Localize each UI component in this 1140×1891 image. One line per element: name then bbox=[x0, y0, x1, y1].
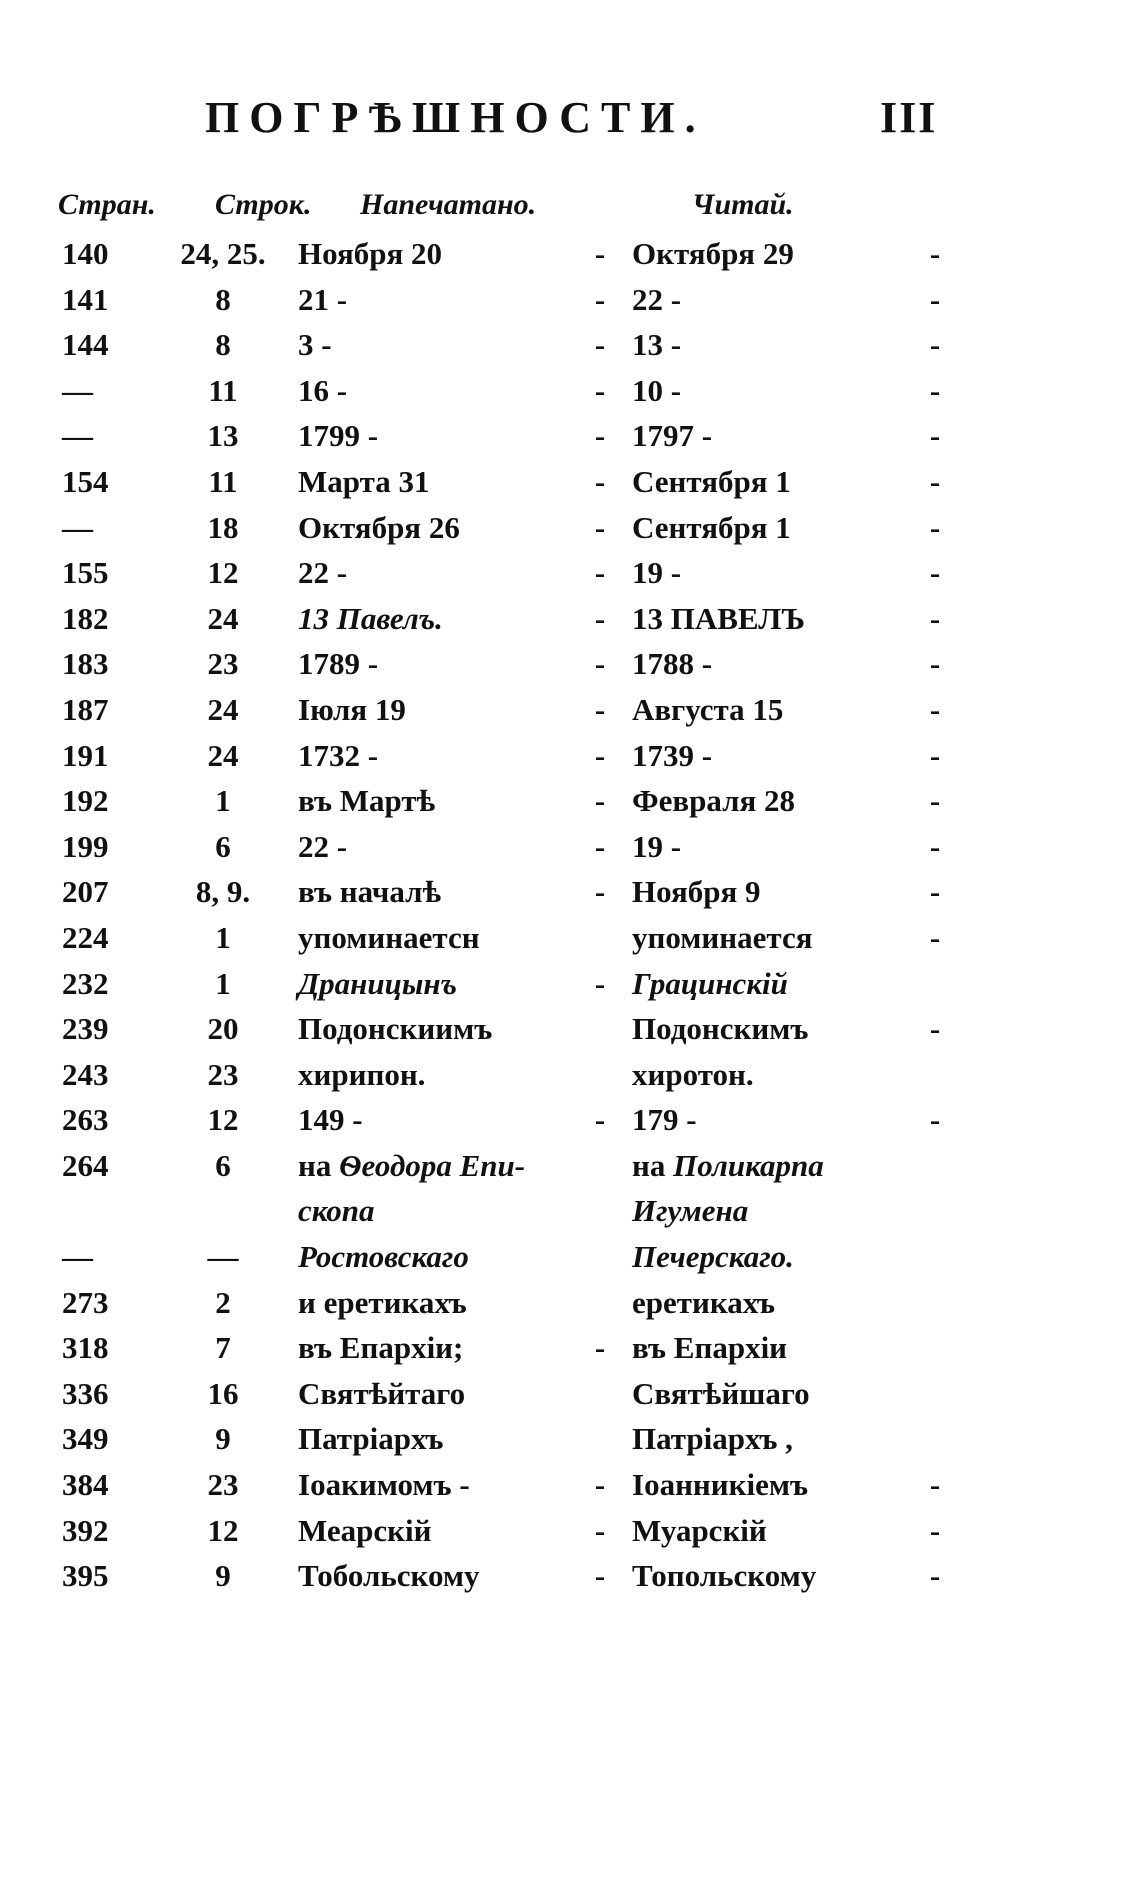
page-cell: 395 bbox=[62, 1558, 109, 1594]
table-row bbox=[0, 962, 1140, 1008]
page-cell: 263 bbox=[62, 1102, 109, 1138]
table-row bbox=[0, 779, 1140, 825]
separator-dash: - bbox=[594, 1512, 606, 1548]
printed-cell: въ Епархіи; bbox=[298, 1330, 464, 1366]
table-row bbox=[0, 1144, 1140, 1190]
table-row bbox=[0, 414, 1140, 460]
separator-dash: - bbox=[929, 919, 941, 955]
page-cell: 155 bbox=[62, 555, 109, 591]
line-cell: 1 bbox=[215, 965, 231, 1001]
line-cell: — bbox=[207, 1239, 239, 1275]
separator-dash: - bbox=[929, 600, 941, 636]
errata-table bbox=[0, 232, 1140, 1600]
read-cell: Патріархъ , bbox=[632, 1421, 793, 1457]
printed-cell: упоминаетсн bbox=[298, 919, 480, 955]
table-row bbox=[0, 734, 1140, 780]
printed-cell: 21 - bbox=[298, 281, 348, 317]
separator-dash: - bbox=[929, 1467, 941, 1503]
table-row bbox=[0, 1235, 1140, 1281]
page-cell: 199 bbox=[62, 828, 109, 864]
separator-dash: - bbox=[929, 418, 941, 454]
printed-cell: 22 - bbox=[298, 828, 348, 864]
separator-dash: - bbox=[594, 1467, 606, 1503]
read-cell: хиротон. bbox=[632, 1056, 754, 1092]
printed-cell: 3 - bbox=[298, 327, 332, 363]
separator-dash: - bbox=[929, 646, 941, 682]
printed-cell: Драницынъ bbox=[298, 965, 457, 1001]
table-row bbox=[0, 1007, 1140, 1053]
line-cell: 12 bbox=[207, 1512, 239, 1548]
separator-dash: - bbox=[929, 828, 941, 864]
table-row bbox=[0, 1053, 1140, 1099]
printed-cell: и еретикахъ bbox=[298, 1284, 467, 1320]
line-cell: 24 bbox=[207, 600, 239, 636]
separator-dash: - bbox=[594, 600, 606, 636]
printed-cell: Октября 26 bbox=[298, 509, 460, 545]
table-row bbox=[0, 597, 1140, 643]
printed-cell: Подонскиимъ bbox=[298, 1011, 493, 1047]
line-cell: 6 bbox=[215, 828, 231, 864]
table-row bbox=[0, 232, 1140, 278]
table-row bbox=[0, 278, 1140, 324]
printed-cell: на Ѳеодора Епи- bbox=[298, 1147, 526, 1183]
line-cell: 20 bbox=[207, 1011, 239, 1047]
line-cell: 8 bbox=[215, 281, 231, 317]
read-cell: Муарскій bbox=[632, 1512, 767, 1548]
separator-dash: - bbox=[594, 737, 606, 773]
printed-cell: Святѣйтаго bbox=[298, 1375, 466, 1411]
separator-dash: - bbox=[594, 783, 606, 819]
separator-dash: - bbox=[594, 463, 606, 499]
table-row bbox=[0, 1509, 1140, 1555]
separator-dash: - bbox=[594, 1558, 606, 1594]
line-cell: 12 bbox=[207, 1102, 239, 1138]
table-row bbox=[0, 1098, 1140, 1144]
read-cell: Іоанникіемъ bbox=[632, 1467, 809, 1503]
read-cell: Сентября 1 bbox=[632, 509, 791, 545]
separator-dash: - bbox=[929, 236, 941, 271]
read-cell: Печерскаго. bbox=[632, 1239, 794, 1275]
separator-dash: - bbox=[929, 1512, 941, 1548]
read-cell: Игумена bbox=[632, 1193, 749, 1229]
line-cell: 23 bbox=[207, 1056, 239, 1092]
separator-dash: - bbox=[929, 1558, 941, 1594]
line-cell: 23 bbox=[207, 646, 239, 682]
read-cell: 13 ПАВЕЛЪ bbox=[632, 600, 806, 636]
separator-dash: - bbox=[594, 874, 606, 910]
separator-dash: - bbox=[594, 1102, 606, 1138]
read-cell: въ Епархіи bbox=[632, 1330, 788, 1366]
separator-dash: - bbox=[929, 737, 941, 773]
printed-cell: хирипон. bbox=[298, 1056, 426, 1092]
printed-cell: 1789 - bbox=[298, 646, 379, 682]
line-cell: 1 bbox=[215, 783, 231, 819]
page-cell: 154 bbox=[62, 463, 109, 499]
column-header-printed: Напечатано. bbox=[360, 188, 537, 221]
page-title: ПОГРѢШНОСТИ. bbox=[205, 93, 706, 142]
page-cell: 232 bbox=[62, 965, 109, 1001]
table-row bbox=[0, 1281, 1140, 1327]
page-cell: 187 bbox=[62, 691, 109, 727]
read-cell: 1797 - bbox=[632, 418, 713, 454]
printed-cell: въ Мартѣ bbox=[298, 783, 436, 819]
page-cell: 273 bbox=[62, 1284, 109, 1320]
page-cell: 384 bbox=[62, 1467, 109, 1503]
printed-cell: 16 - bbox=[298, 372, 348, 408]
read-cell: Топольскому bbox=[632, 1558, 817, 1594]
page-cell: 336 bbox=[62, 1375, 109, 1411]
line-cell: 1 bbox=[215, 919, 231, 955]
printed-cell: 1732 - bbox=[298, 737, 379, 773]
column-headers bbox=[0, 188, 1140, 232]
read-cell: Грацинскій bbox=[632, 965, 788, 1001]
column-header-page: Стран. bbox=[58, 188, 156, 221]
page-cell: 318 bbox=[62, 1330, 109, 1366]
separator-dash: - bbox=[929, 1102, 941, 1138]
printed-cell: Марта 31 bbox=[298, 463, 430, 499]
line-cell: 11 bbox=[208, 372, 238, 408]
read-cell: Подонскимъ bbox=[632, 1011, 809, 1047]
page-cell: 243 bbox=[62, 1056, 109, 1092]
table-row bbox=[0, 551, 1140, 597]
read-cell: Февраля 28 bbox=[632, 783, 796, 819]
separator-dash: - bbox=[594, 555, 606, 591]
printed-cell: 149 - bbox=[298, 1102, 363, 1138]
page-cell: 191 bbox=[62, 737, 109, 773]
separator-dash: - bbox=[929, 874, 941, 910]
table-row bbox=[0, 825, 1140, 871]
printed-cell: 22 - bbox=[298, 555, 348, 591]
read-cell: 19 - bbox=[632, 555, 682, 591]
printed-cell: Іоакимомъ - bbox=[298, 1467, 470, 1503]
separator-dash: - bbox=[594, 646, 606, 682]
separator-dash: - bbox=[594, 372, 606, 408]
read-cell: на Поликарпа bbox=[632, 1147, 824, 1183]
page-cell: 239 bbox=[62, 1011, 109, 1047]
read-cell: Ноября 9 bbox=[632, 874, 761, 910]
page-cell: 140 bbox=[62, 236, 109, 271]
read-cell: 19 - bbox=[632, 828, 682, 864]
page-cell: 192 bbox=[62, 783, 109, 819]
table-row bbox=[0, 369, 1140, 415]
printed-cell: Тобольскому bbox=[298, 1558, 480, 1594]
separator-dash: - bbox=[929, 1011, 941, 1047]
line-cell: 16 bbox=[207, 1375, 239, 1411]
read-cell: Октября 29 bbox=[632, 236, 794, 271]
page-cell: 349 bbox=[62, 1421, 109, 1457]
separator-dash: - bbox=[929, 509, 941, 545]
read-cell: Августа 15 bbox=[632, 691, 784, 727]
line-cell: 24 bbox=[207, 691, 239, 727]
separator-dash: - bbox=[594, 236, 606, 271]
separator-dash: - bbox=[594, 327, 606, 363]
line-cell: 11 bbox=[208, 463, 238, 499]
line-cell: 12 bbox=[207, 555, 239, 591]
line-cell: 8, 9. bbox=[195, 874, 251, 910]
line-cell: 9 bbox=[215, 1421, 231, 1457]
page-cell: 183 bbox=[62, 646, 109, 682]
line-cell: 18 bbox=[207, 509, 239, 545]
table-row bbox=[0, 1554, 1140, 1600]
read-cell: 22 - bbox=[632, 281, 682, 317]
line-cell: 24 bbox=[207, 737, 239, 773]
table-row bbox=[0, 1372, 1140, 1418]
page-cell: 207 bbox=[62, 874, 109, 910]
page-cell: 224 bbox=[62, 919, 109, 955]
printed-cell: Патріархъ bbox=[298, 1421, 444, 1457]
read-cell: 10 - bbox=[632, 372, 682, 408]
line-cell: 13 bbox=[207, 418, 239, 454]
table-row bbox=[0, 688, 1140, 734]
printed-cell: въ началѣ bbox=[298, 874, 442, 910]
line-cell: 2 bbox=[215, 1284, 231, 1320]
line-cell: 6 bbox=[215, 1147, 231, 1183]
read-cell: 1788 - bbox=[632, 646, 713, 682]
line-cell: 8 bbox=[215, 327, 231, 363]
line-cell: 23 bbox=[207, 1467, 239, 1503]
read-cell: 13 - bbox=[632, 327, 682, 363]
page-cell: 264 bbox=[62, 1147, 109, 1183]
line-cell: 24, 25. bbox=[180, 236, 266, 271]
table-row bbox=[0, 506, 1140, 552]
table-row bbox=[0, 916, 1140, 962]
table-row bbox=[0, 1189, 1140, 1235]
separator-dash: - bbox=[594, 965, 606, 1001]
printed-cell: Ростовскаго bbox=[298, 1239, 469, 1275]
separator-dash: - bbox=[594, 1330, 606, 1366]
printed-cell: Ноября 20 bbox=[298, 236, 443, 271]
separator-dash: - bbox=[594, 281, 606, 317]
table-row bbox=[0, 870, 1140, 916]
page-cell: 144 bbox=[62, 327, 109, 363]
separator-dash: - bbox=[929, 463, 941, 499]
printed-cell: Меарскій bbox=[298, 1512, 432, 1548]
line-cell: 9 bbox=[215, 1558, 231, 1594]
printed-cell: Іюля 19 bbox=[298, 691, 406, 727]
separator-dash: - bbox=[929, 281, 941, 317]
read-cell: Сентября 1 bbox=[632, 463, 791, 499]
separator-dash: - bbox=[594, 691, 606, 727]
read-cell: 179 - bbox=[632, 1102, 697, 1138]
read-cell: 1739 - bbox=[632, 737, 713, 773]
page-cell: 392 bbox=[62, 1512, 109, 1548]
table-row bbox=[0, 460, 1140, 506]
separator-dash: - bbox=[929, 327, 941, 363]
printed-cell: скопа bbox=[298, 1193, 375, 1229]
separator-dash: - bbox=[929, 783, 941, 819]
page-cell: — bbox=[62, 509, 93, 545]
separator-dash: - bbox=[929, 372, 941, 408]
separator-dash: - bbox=[594, 828, 606, 864]
table-row bbox=[0, 642, 1140, 688]
printed-cell: 13 Павелъ. bbox=[298, 600, 443, 636]
table-row bbox=[0, 1463, 1140, 1509]
printed-cell: 1799 - bbox=[298, 418, 379, 454]
page-cell: — bbox=[62, 1239, 93, 1275]
page-number: III bbox=[880, 93, 938, 142]
separator-dash: - bbox=[929, 555, 941, 591]
table-row bbox=[0, 1326, 1140, 1372]
read-cell: еретикахъ bbox=[632, 1284, 776, 1320]
page-cell: — bbox=[62, 372, 93, 408]
column-header-read: Читай. bbox=[692, 188, 794, 221]
read-cell: упоминается bbox=[632, 919, 813, 955]
table-row bbox=[0, 323, 1140, 369]
separator-dash: - bbox=[594, 418, 606, 454]
page-cell: 182 bbox=[62, 600, 109, 636]
page-cell: 141 bbox=[62, 281, 109, 317]
separator-dash: - bbox=[929, 691, 941, 727]
separator-dash: - bbox=[594, 509, 606, 545]
table-row bbox=[0, 1417, 1140, 1463]
line-cell: 7 bbox=[215, 1330, 231, 1366]
read-cell: Святѣйшаго bbox=[632, 1375, 810, 1411]
page-cell: — bbox=[62, 418, 93, 454]
column-header-line: Строк. bbox=[215, 188, 312, 221]
